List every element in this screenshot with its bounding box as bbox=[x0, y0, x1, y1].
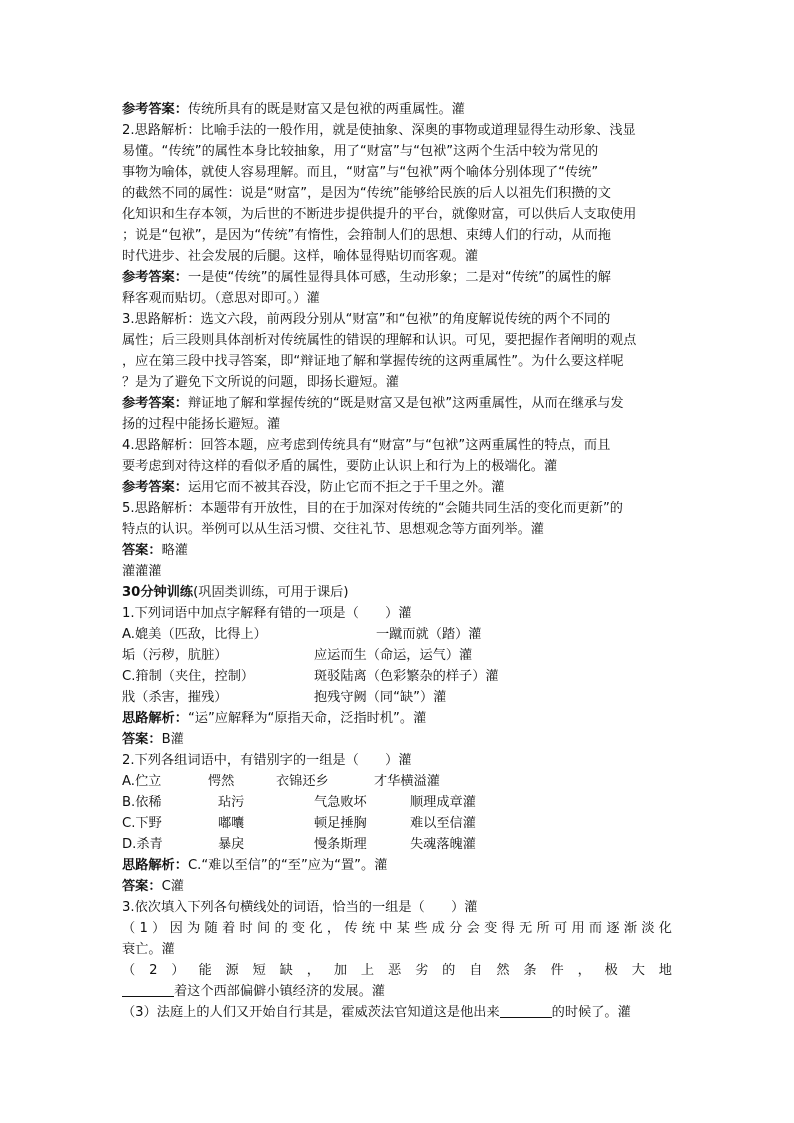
text-line bbox=[122, 120, 672, 141]
section-subtitle: (巩固类训练，可用于课后) bbox=[193, 585, 349, 600]
text-line bbox=[122, 435, 672, 456]
fill-blank[interactable] bbox=[500, 1003, 552, 1018]
line-text: ，应在第三段中找寻答案，即“辩证地了解和掌握传统的这两重属性”。为什么要这样呢 bbox=[122, 354, 624, 369]
q1-option: 一蹴而就（踏）灌 bbox=[376, 627, 482, 642]
q2-stem: 2.下列各组词语中，有错别字的一组是（ ）灌 bbox=[122, 753, 412, 768]
sentence-text: （3）法庭上的人们又开始自行其是，霍威茨法官知道这是他出来 bbox=[122, 1005, 500, 1020]
q2-word: 顺理成章灌 bbox=[410, 795, 476, 810]
text-line bbox=[122, 225, 672, 246]
text-line bbox=[122, 393, 672, 414]
q2-word: 暴戾 bbox=[218, 837, 245, 852]
answer-text: B灌 bbox=[161, 732, 184, 747]
text-line bbox=[122, 288, 672, 309]
q1-option: A.媲美（匹敌，比得上） bbox=[122, 627, 267, 642]
q2-word: A.伫立 bbox=[122, 774, 162, 789]
text-line bbox=[122, 414, 672, 435]
q3-stem: 3.依次填入下列各句横线处的词语，恰当的一组是（ ）灌 bbox=[122, 900, 478, 915]
text-line bbox=[122, 267, 672, 288]
line-text: 化知识和生存本领，为后世的不断进步提供提升的平台，就像财富，可以供后人支取使用 bbox=[122, 207, 637, 222]
answer-section bbox=[122, 99, 672, 582]
answer-label: 答案： bbox=[122, 879, 162, 894]
line-text: 要考虑到对待这样的看似矛盾的属性，要防止认识上和行为上的极端化。灌 bbox=[122, 459, 558, 474]
q3-sentence-3 bbox=[122, 1002, 672, 1023]
q1-option-row bbox=[122, 624, 672, 645]
text-line bbox=[122, 351, 672, 372]
analysis-text: C.“难以至信”的“至”应为“置”。灌 bbox=[187, 858, 388, 873]
analysis-label: 思路解析： bbox=[122, 858, 188, 873]
text-line bbox=[122, 204, 672, 225]
section-title: 30分钟训练 bbox=[122, 585, 194, 600]
line-text: 事物为喻体，就使人容易理解。而且，“财富”与“包袱”两个喻体分别体现了“传统” bbox=[122, 165, 599, 180]
q1-option: 戕（杀害，摧残） bbox=[122, 690, 228, 705]
analysis-label: 思路解析： bbox=[122, 711, 188, 726]
text-line bbox=[122, 309, 672, 330]
text-line bbox=[122, 246, 672, 267]
text-line bbox=[122, 561, 672, 582]
q2-option-row bbox=[122, 813, 672, 834]
q2-option-row bbox=[122, 792, 672, 813]
q1-option: 斑驳陆离（色彩繁杂的样子）灌 bbox=[314, 669, 499, 684]
sentence-text: 着这个西部偏僻小镇经济的发展。灌 bbox=[174, 984, 385, 999]
line-text: ？是为了避免下文所说的问题，即扬长避短。灌 bbox=[122, 375, 399, 390]
q3-sentence-2: （2）能源短缺，加上恶劣的自然条件，极大地 bbox=[122, 963, 672, 978]
q2-word: 嘟囔 bbox=[218, 816, 245, 831]
q2-option-row bbox=[122, 834, 672, 855]
line-text: 3.思路解析：选文六段，前两段分别从“财富”和“包袱”的角度解说传统的两个不同的 bbox=[122, 312, 611, 327]
answer-label: 参考答案： bbox=[122, 270, 188, 285]
line-text: 属性；后三段则具体剖析对传统属性的错误的理解和认识。可见，要把握作者阐明的观点 bbox=[122, 333, 637, 348]
q2-word: C.下野 bbox=[122, 816, 162, 831]
q2-word: 愕然 bbox=[208, 774, 235, 789]
q2-word: 失魂落魄灌 bbox=[410, 837, 476, 852]
q2-word: B.依稀 bbox=[122, 795, 162, 810]
line-text: 释客观而贴切。（意思对即可。）灌 bbox=[122, 291, 320, 306]
line-text: 5.思路解析：本题带有开放性，目的在于加深对传统的“会随共同生活的变化而更新”的 bbox=[122, 501, 623, 516]
q2-word: D.杀青 bbox=[122, 837, 163, 852]
line-text: 特点的认识。举例可以从生活习惯、交往礼节、思想观念等方面列举。灌 bbox=[122, 522, 544, 537]
answer-label: 参考答案： bbox=[122, 480, 188, 495]
q1-option-row bbox=[122, 687, 672, 708]
line-text: ；说是“包袱”，是因为“传统”有惰性，会箝制人们的思想、束缚人们的行动，从而拖 bbox=[122, 228, 611, 243]
line-text: 灌灌灌 bbox=[122, 564, 162, 579]
q1-stem: 1.下列词语中加点字解释有错的一项是（ ）灌 bbox=[122, 606, 412, 621]
q2-answer bbox=[122, 876, 672, 897]
q1-option-row bbox=[122, 645, 672, 666]
sentence-text: 的时候了。灌 bbox=[551, 1005, 631, 1020]
text-line bbox=[122, 330, 672, 351]
line-text: 一是使“传统”的属性显得具体可感，生动形象；二是对“传统”的属性的解 bbox=[187, 270, 611, 285]
line-text: 略灌 bbox=[161, 543, 188, 558]
q1-option: 应运而生（命运，运气）灌 bbox=[314, 648, 473, 663]
fill-blank[interactable] bbox=[122, 982, 174, 997]
text-line bbox=[122, 162, 672, 183]
analysis-text: “运”应解释为“原指天命，泛指时机”。灌 bbox=[187, 711, 427, 726]
q3-sentence-1: （1）因为随着时间的变化，传统中某些成分会变得无所可用而逐渐淡化 bbox=[122, 921, 672, 936]
answer-label: 参考答案： bbox=[122, 396, 188, 411]
q1-option-row bbox=[122, 666, 672, 687]
document-page bbox=[122, 99, 672, 1023]
text-line bbox=[122, 519, 672, 540]
q2-option-row bbox=[122, 771, 672, 792]
line-text: 运用它而不被其吞没，防止它而不拒之于千里之外。灌 bbox=[187, 480, 505, 495]
line-text: 2.思路解析：比喻手法的一般作用，就是使抽象、深奥的事物或道理显得生动形象、浅显 bbox=[122, 123, 636, 138]
q2-word: 慢条斯理 bbox=[314, 837, 367, 852]
text-line bbox=[122, 477, 672, 498]
q1-analysis bbox=[122, 708, 672, 729]
text-line bbox=[122, 498, 672, 519]
section-heading bbox=[122, 582, 672, 603]
q2-word: 顿足捶胸 bbox=[314, 816, 367, 831]
q1-answer bbox=[122, 729, 672, 750]
q3-sentence-2-end bbox=[122, 981, 672, 1002]
q2-word: 衣锦还乡 bbox=[276, 774, 329, 789]
answer-text: C灌 bbox=[161, 879, 184, 894]
answer-label: 参考答案： bbox=[122, 102, 188, 117]
q2-word: 玷污 bbox=[218, 795, 245, 810]
line-text: 扬的过程中能扬长避短。灌 bbox=[122, 417, 281, 432]
q1-option: C.箝制（夹住，控制） bbox=[122, 669, 255, 684]
text-line bbox=[122, 540, 672, 561]
line-text: 时代进步、社会发展的后腿。这样，喻体显得贴切而客观。灌 bbox=[122, 249, 479, 264]
text-line bbox=[122, 372, 672, 393]
q1-option: 抱残守阙（同“缺”）灌 bbox=[314, 690, 447, 705]
text-line bbox=[122, 183, 672, 204]
text-line bbox=[122, 456, 672, 477]
q2-analysis bbox=[122, 855, 672, 876]
answer-label: 答案： bbox=[122, 732, 162, 747]
line-text: 辩证地了解和掌握传统的“既是财富又是包袱”这两重属性，从而在继承与发 bbox=[187, 396, 624, 411]
text-line bbox=[122, 99, 672, 120]
q3-sentence-1-end: 衰亡。灌 bbox=[122, 942, 175, 957]
text-line bbox=[122, 141, 672, 162]
q1-option: 垢（污秽，肮脏） bbox=[122, 648, 228, 663]
line-text: 易懂。“传统”的属性本身比较抽象，用了“财富”与“包袱”这两个生活中较为常见的 bbox=[122, 144, 599, 159]
q2-word: 才华横溢灌 bbox=[374, 774, 440, 789]
q2-word: 气急败坏 bbox=[314, 795, 367, 810]
q2-word: 难以至信灌 bbox=[410, 816, 476, 831]
line-text: 传统所具有的既是财富又是包袱的两重属性。灌 bbox=[187, 102, 465, 117]
line-text: 的截然不同的属性：说是“财富”，是因为“传统”能够给民族的后人以祖先们积攒的文 bbox=[122, 186, 611, 201]
answer-label: 答案： bbox=[122, 543, 162, 558]
line-text: 4.思路解析：回答本题，应考虑到传统具有“财富”与“包袱”这两重属性的特点，而且 bbox=[122, 438, 611, 453]
